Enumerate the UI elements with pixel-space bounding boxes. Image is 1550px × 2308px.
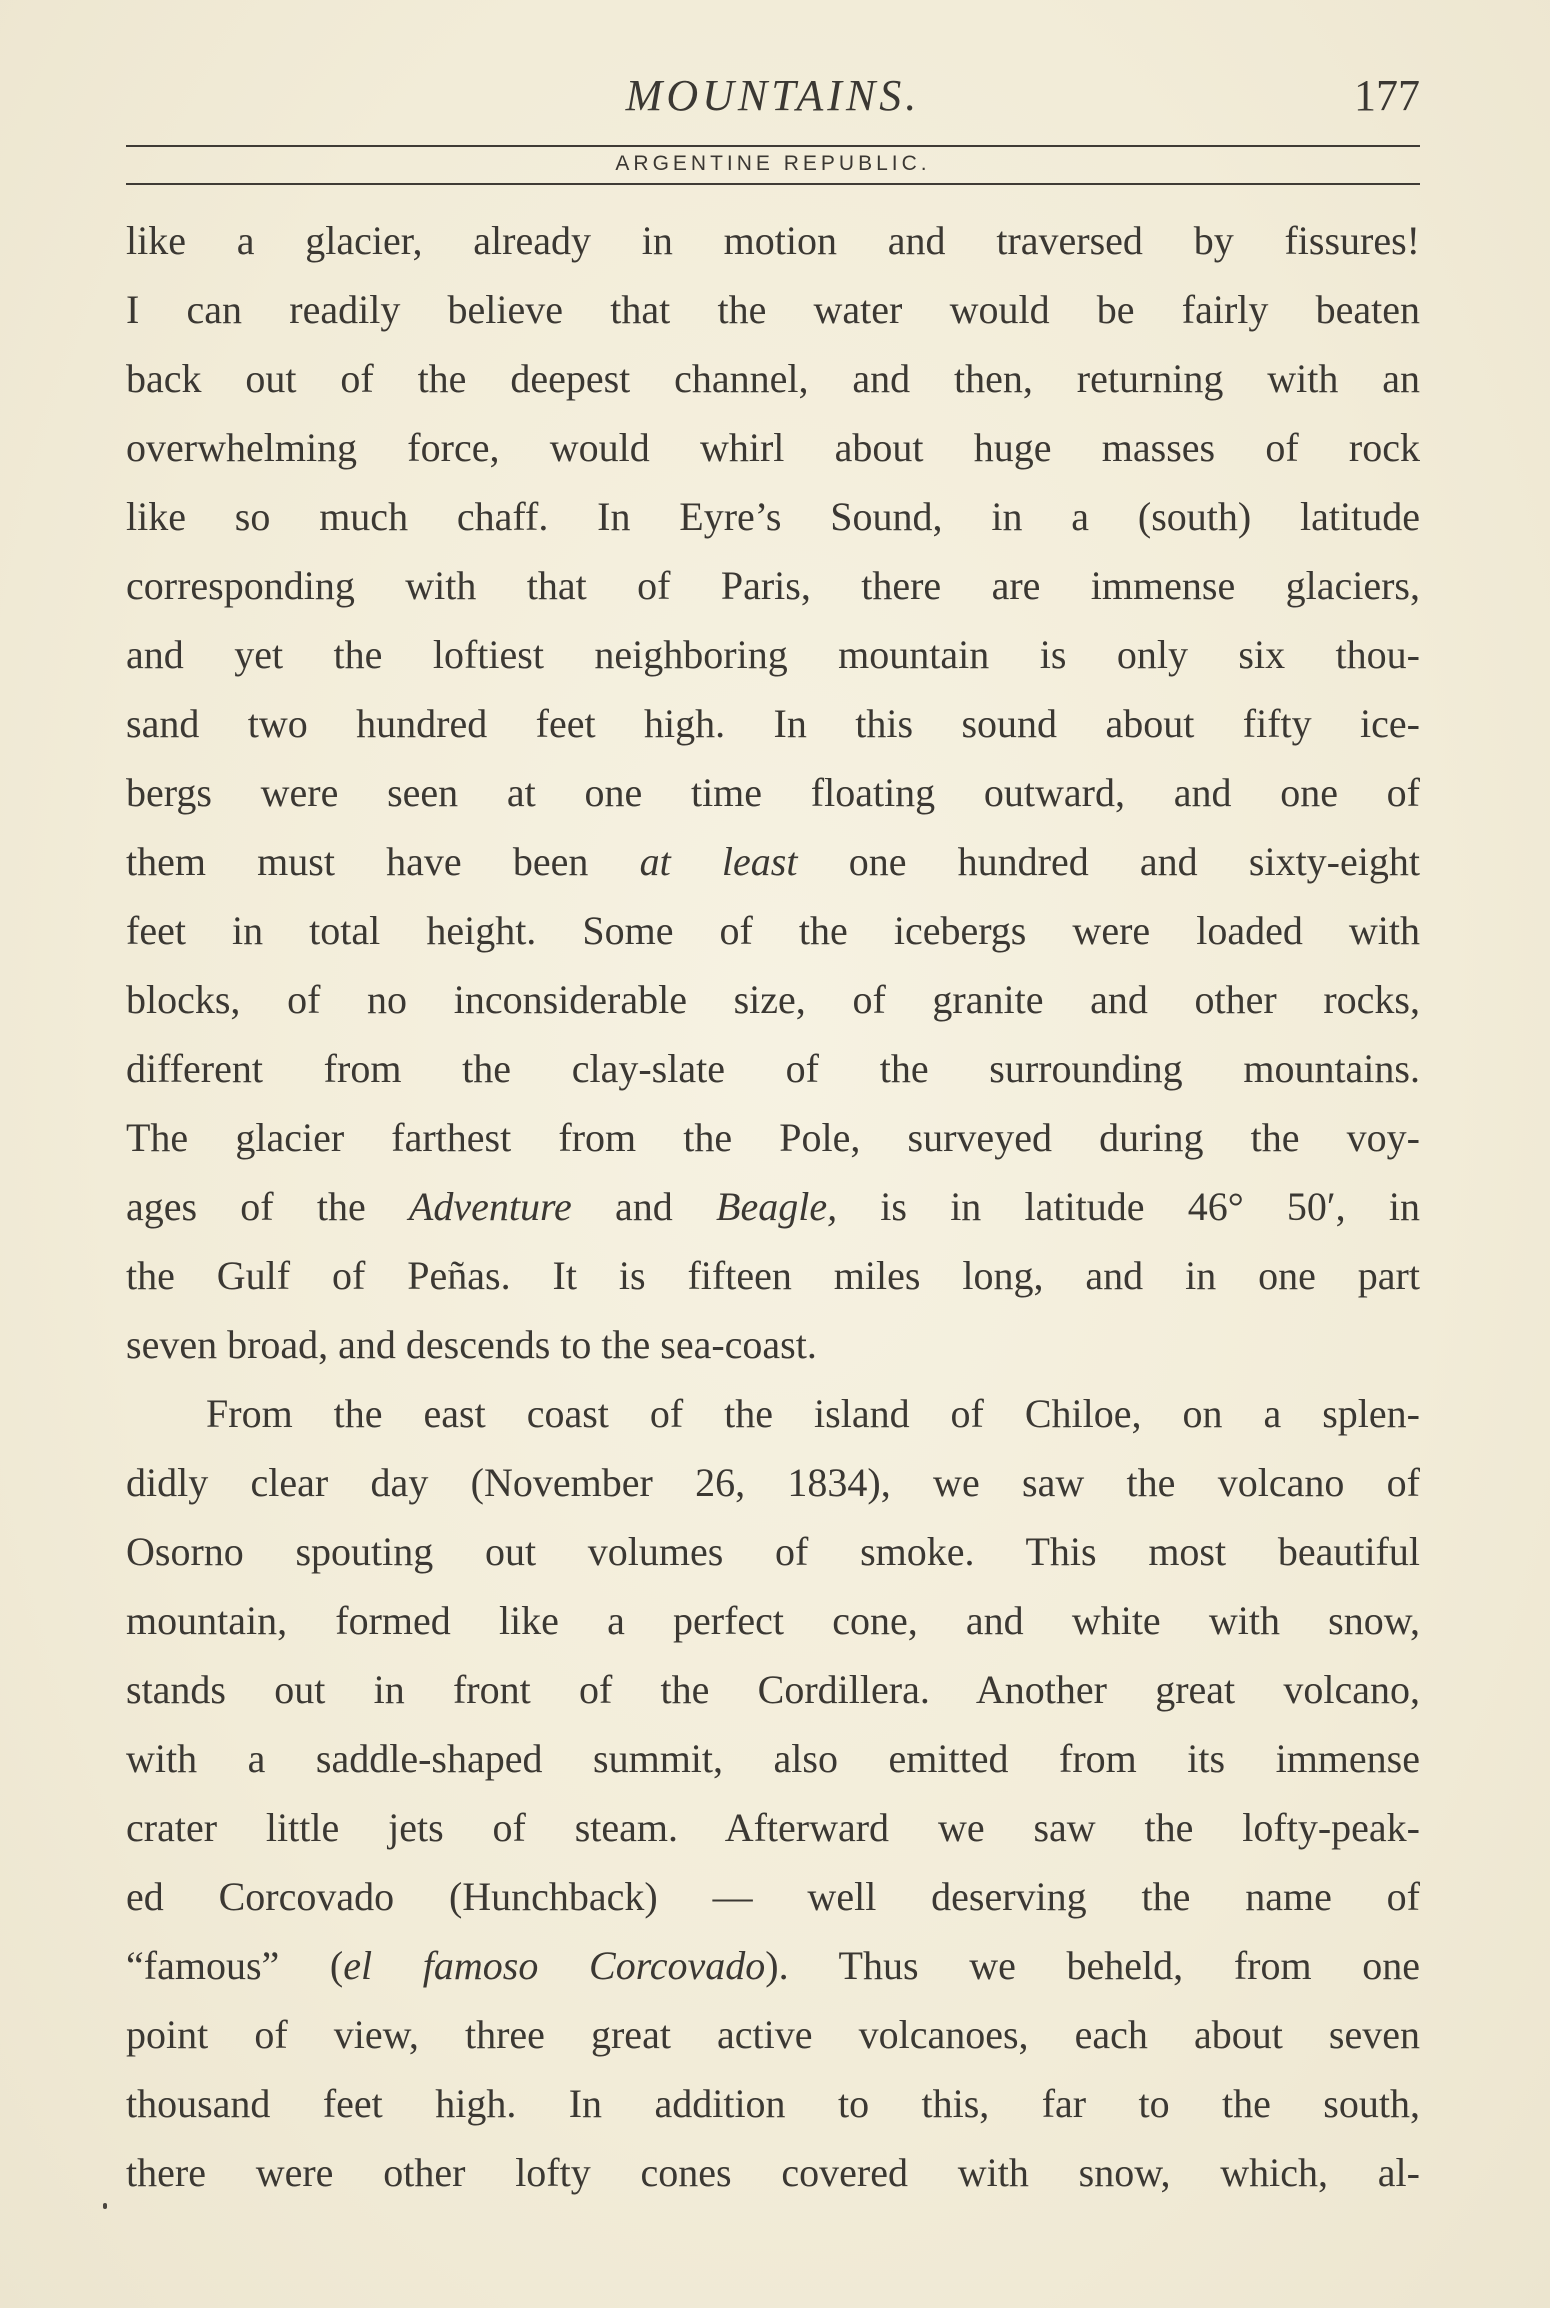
text-line: like so much chaff. In Eyre’s Sound, in a (south) latitude bbox=[126, 494, 1420, 539]
ship-name-beagle: Beagle, bbox=[716, 1184, 838, 1229]
ship-name-adventure: Adventure bbox=[408, 1184, 572, 1229]
text-line: crater little jets of steam. Afterward we saw the lofty-peak- bbox=[126, 1805, 1420, 1850]
paragraph-start-line: From the east coast of the island of Chiloe, on a splen- bbox=[206, 1391, 1420, 1436]
text-line: corresponding with that of Paris, there are immense glaciers, bbox=[126, 563, 1420, 608]
text-line: stands out in front of the Cordillera. Another great volcano, bbox=[126, 1667, 1420, 1712]
text-line: point of view, three great active volcanoes, each about seven bbox=[126, 2012, 1420, 2057]
text-line: with a saddle-shaped summit, also emitted from its immense bbox=[126, 1736, 1420, 1781]
text-line: overwhelming force, would whirl about huge masses of rock bbox=[126, 425, 1420, 470]
text-line: back out of the deepest channel, and then, returning with an bbox=[126, 356, 1420, 401]
text-line: the Gulf of Peñas. It is fifteen miles long, and in one part bbox=[126, 1253, 1420, 1298]
text-line: mountain, formed like a perfect cone, and white with snow, bbox=[126, 1598, 1420, 1643]
text-line: feet in total height. Some of the icebergs were loaded with bbox=[126, 908, 1420, 953]
text-line: ed Corcovado (Hunchback) — well deserving the name of bbox=[126, 1874, 1420, 1919]
text-line: blocks, of no inconsiderable size, of granite and other rocks, bbox=[126, 977, 1420, 1022]
text-line: different from the clay-slate of the surrounding mountains. bbox=[126, 1046, 1420, 1091]
text-line: there were other lofty cones covered with snow, which, al- bbox=[126, 2150, 1420, 2195]
running-head bbox=[126, 68, 1420, 128]
print-speck bbox=[103, 2203, 107, 2209]
text-line: like a glacier, already in motion and traversed by fissures! bbox=[126, 218, 1420, 263]
text-line: thousand feet high. In addition to this, far to the south, bbox=[126, 2081, 1420, 2126]
text-line: didly clear day (November 26, 1834), we saw the volcano of bbox=[126, 1460, 1420, 1505]
text-line: them must have been at least one hundred and sixty-eight bbox=[126, 839, 1420, 884]
body-text bbox=[126, 208, 1420, 2209]
text-line: “famous” (el famoso Corcovado). Thus we beheld, from one bbox=[126, 1943, 1420, 1988]
text-line: and yet the loftiest neighboring mountain is only six thou- bbox=[126, 632, 1420, 677]
text-line: The glacier farthest from the Pole, surveyed during the voy- bbox=[126, 1115, 1420, 1160]
header-rule-bottom bbox=[126, 183, 1420, 185]
text-line: I can readily believe that the water would be fairly beaten bbox=[126, 287, 1420, 332]
header-rule-top bbox=[126, 145, 1420, 147]
italic-emphasis: at least bbox=[639, 839, 798, 884]
paragraph-end-line: seven broad, and descends to the sea-coast. bbox=[126, 1322, 817, 1367]
text-line: bergs were seen at one time floating outward, and one of bbox=[126, 770, 1420, 815]
section-heading: ARGENTINE REPUBLIC. bbox=[615, 152, 931, 175]
running-title: MOUNTAINS. bbox=[625, 71, 921, 120]
text-line: Osorno spouting out volumes of smoke. This most beautiful bbox=[126, 1529, 1420, 1574]
page-number: 177 bbox=[1354, 71, 1420, 120]
italic-phrase: el famoso Corcovado bbox=[343, 1943, 766, 1988]
text-line: sand two hundred feet high. In this sound about fifty ice- bbox=[126, 701, 1420, 746]
text-line: ages of the Adventure and Beagle, is in latitude 46° 50′, in bbox=[126, 1184, 1420, 1229]
